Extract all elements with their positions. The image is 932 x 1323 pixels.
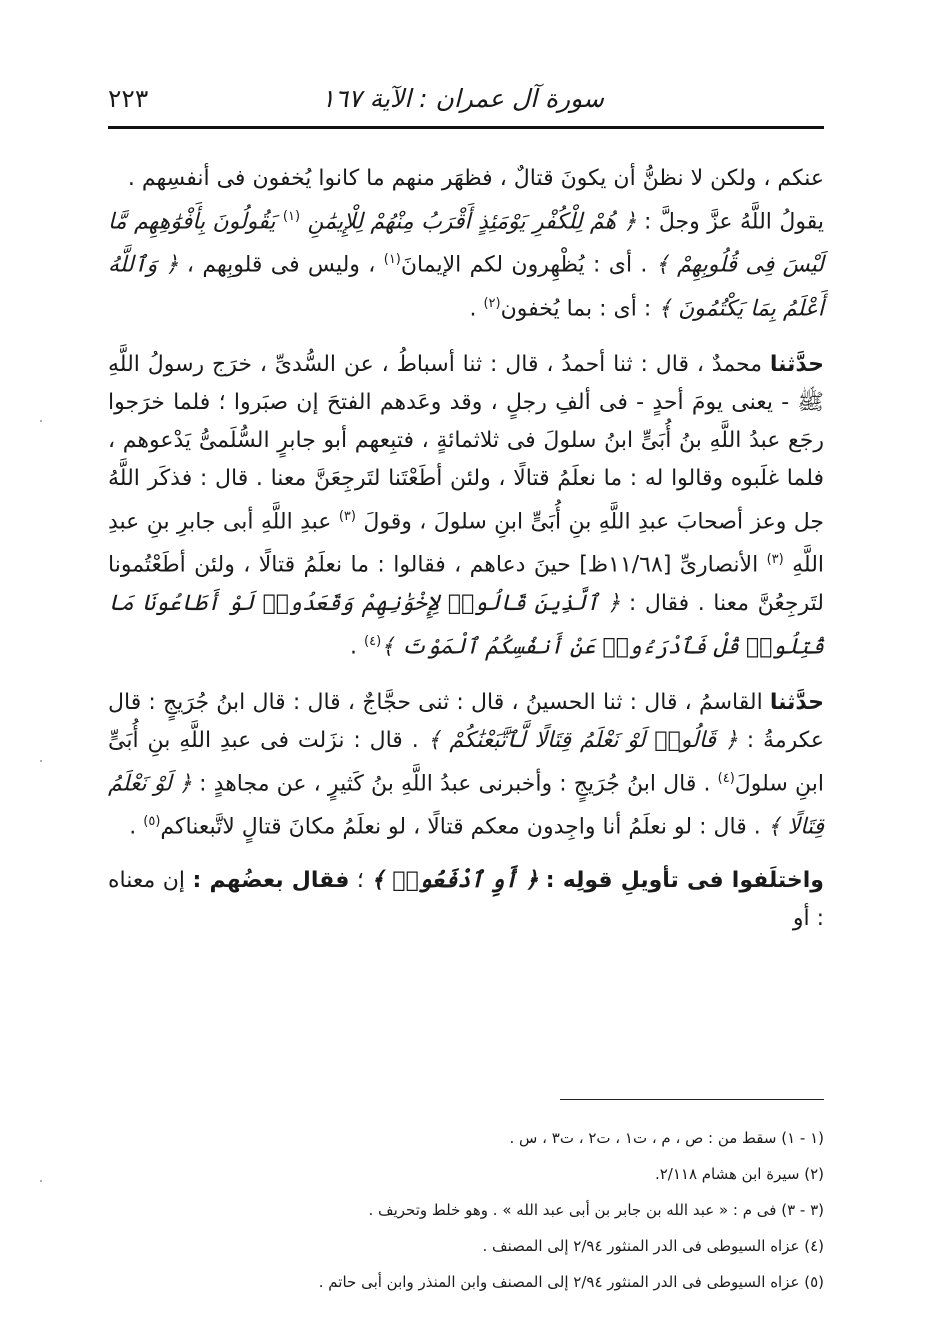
footnote-mark: (٣)	[766, 552, 784, 568]
paragraph-5-text: إن معناه : أو	[108, 867, 824, 931]
header-rule	[108, 126, 824, 129]
paragraph-1-text: عنكم ، ولكن لا نظنُّ أن يكونَ قتالٌ ، فظهَر منهم ما كانوا يُخفون فى أنفسِهم .	[127, 166, 824, 191]
isnad-lead: حدَّثنا	[769, 689, 824, 715]
paragraph-3	[108, 346, 824, 666]
footnotes	[108, 1120, 824, 1300]
paragraph-2	[108, 198, 824, 328]
footnote-1: (١ - ١) سقط من : ص ، م ، ت١ ، ت٢ ، ت٣ ، س .	[509, 1129, 824, 1147]
paragraph-4-end: .	[129, 814, 137, 840]
opinion-lead: فقال بعضُهم :	[192, 867, 350, 893]
quran-verse: يَقُولُونَ بِأَفْوَٰهِهِم مَّا لَيْسَ فِى قُلُوبِهِمْ ﴾	[108, 209, 824, 278]
footnote-2: (٢) سيرة ابن هشام ٢/١١٨.	[654, 1165, 824, 1183]
footnote-4: (٤) عزاه السيوطى فى الدر المنثور ٢/٩٤ إلى المصنف .	[482, 1237, 824, 1255]
paragraph-3-text2: عبدِ اللَّهِ أبى جابرِ بنِ عبدِ اللَّهِ	[108, 509, 825, 578]
page-header	[108, 84, 824, 124]
paragraph-3-text: محمدٌ ، قال : ثنا أحمدُ ، قال : ثنا أسباطُ ، عن السُّدىِّ ، خرَج رسولُ اللَّهِ ﷺ - يعنى يومَ أحدٍ - فى ألفِ رجلٍ ، وقد وعَدهم الفتحَ إن صبَروا ؛ فلما خرَجوا رجَع عبدُ اللَّهِ بنُ أُبَىٍّ ابنُ سلولَ فى ثلاثمائةٍ ، فتبِعهم أبو جابرٍ السُّلَمىُّ يَدْعوهم ، فلما غلَبوه وقالوا له : ما نعلَمُ قتالًا ، ولئن أطَعْتَنا لتَرجِعَنَّ معنا . قال : فذكَر اللَّهُ جل وعز أصحابَ عبدِ اللَّهِ بنِ أُبَىٍّ ابنِ سلولَ ، وقولَ	[108, 351, 825, 535]
paragraph-4-text: القاسمُ ، قال : ثنا الحسينُ ، قال : ثنى حجَّاجٌ ، قال : قال ابنُ جُرَيجٍ : قال عكرمةُ :	[108, 689, 825, 753]
scan-speck	[40, 760, 42, 762]
footnote-mark: (٥)	[143, 814, 161, 830]
footnote-mark: (٣)	[338, 508, 356, 524]
footnote-5: (٥) عزاه السيوطى فى الدر المنثور ٢/٩٤ إلى المصنف وابن المنذر وابن أبى حاتم .	[318, 1273, 824, 1291]
paragraph-2-tail2: : أى : بما يُخفون	[500, 295, 652, 321]
paragraph-3-end: .	[350, 633, 358, 659]
footnote-mark: (١)	[282, 209, 301, 224]
quran-verse: ﴿ ٱلَّذِينَ قَالُوا۟ لِإِخْوَٰنِهِمْ وَقَعَدُوا۟ لَوْ أَطَاعُونَا مَا قُتِلُوا۟ قُلْ فَٱدْرَءُوا۟ عَنْ أَنفُسِكُمُ ٱلْمَوْتَ ﴾	[108, 590, 824, 659]
paragraph-3-text3: الأنصارىِّ [١١/٦٨ظ] حينَ دعاهم ، فقالوا : ما نعلَمُ قتالًا ، ولئن أطَعْتُمونا لتَرجِعُنَّ معنا . فقال :	[108, 552, 825, 616]
paragraph-4-text2: . قال : نزَلت فى عبدِ اللَّهِ بنِ أُبَىٍّ ابنِ سلولَ	[108, 727, 824, 797]
section-lead: واختلَفوا فى تأويلِ قولِه :	[545, 867, 824, 893]
quran-verse: ﴿ قَالُوا۟ لَوْ نَعْلَمُ قِتَالًا لَّٱتَّبَعْنَٰكُمْ ﴾	[427, 727, 738, 753]
scan-speck	[40, 420, 42, 422]
paragraph-4	[108, 684, 824, 847]
page-number: ٢٢٣	[108, 84, 149, 113]
footnote-mark: (١)	[383, 252, 401, 268]
paragraph-4-text3: . قال ابنُ جُرَيجٍ : وأخبرنى عبدُ اللَّهِ بنُ كَثيرٍ ، عن مجاهدٍ :	[199, 771, 711, 797]
footnote-mark: (٤)	[717, 770, 735, 786]
paragraph-2-lead: يقولُ اللَّهُ عزَّ وجلَّ :	[643, 209, 824, 235]
paragraph-4-text4: . قال : لو نعلَمُ أنا واجِدون معكم قتالًا ، لو نعلَمُ مكانَ قتالٍ لاتَّبعناكم	[160, 814, 761, 840]
running-title: سورة آل عمران : الآية ١٦٧	[321, 84, 604, 113]
quran-verse: ﴿ هُمْ لِلْكُفْرِ يَوْمَئِذٍ أَقْرَبُ مِنْهُمْ لِلْإِيمَٰنِ	[307, 209, 637, 235]
quran-verse: ﴿ لَوْ نَعْلَمُ قِتَالًا ﴾	[108, 771, 824, 840]
paragraph-2-end: .	[469, 295, 477, 321]
paragraph-5-mid: ؛	[356, 867, 364, 893]
isnad-lead: حدَّثنا	[769, 351, 824, 377]
quran-verse: ﴿ أَوِ ٱدْفَعُوا۟ ﴾	[371, 866, 539, 893]
footnote-mark: (٤)	[364, 633, 382, 649]
paragraph-5	[108, 861, 824, 938]
paragraph-2-tail: ، وليس فى قلوبِهم ،	[186, 252, 376, 278]
page-body	[108, 160, 824, 938]
paragraph-1	[108, 160, 824, 198]
paragraph-2-mid: . أى : يُظْهِرون لكم الإيمانَ	[400, 252, 648, 278]
quran-verse: ﴿ وَٱللَّهُ أَعْلَمُ بِمَا يَكْتُمُونَ ﴾	[108, 252, 824, 321]
scan-speck	[40, 1180, 42, 1182]
footnote-rule	[560, 1099, 824, 1100]
footnote-mark: (٢)	[483, 295, 501, 311]
footnote-3: (٣ - ٣) فى م : « عبد الله بن جابر بن أبى عبد الله » . وهو خلط وتحريف .	[368, 1201, 824, 1219]
